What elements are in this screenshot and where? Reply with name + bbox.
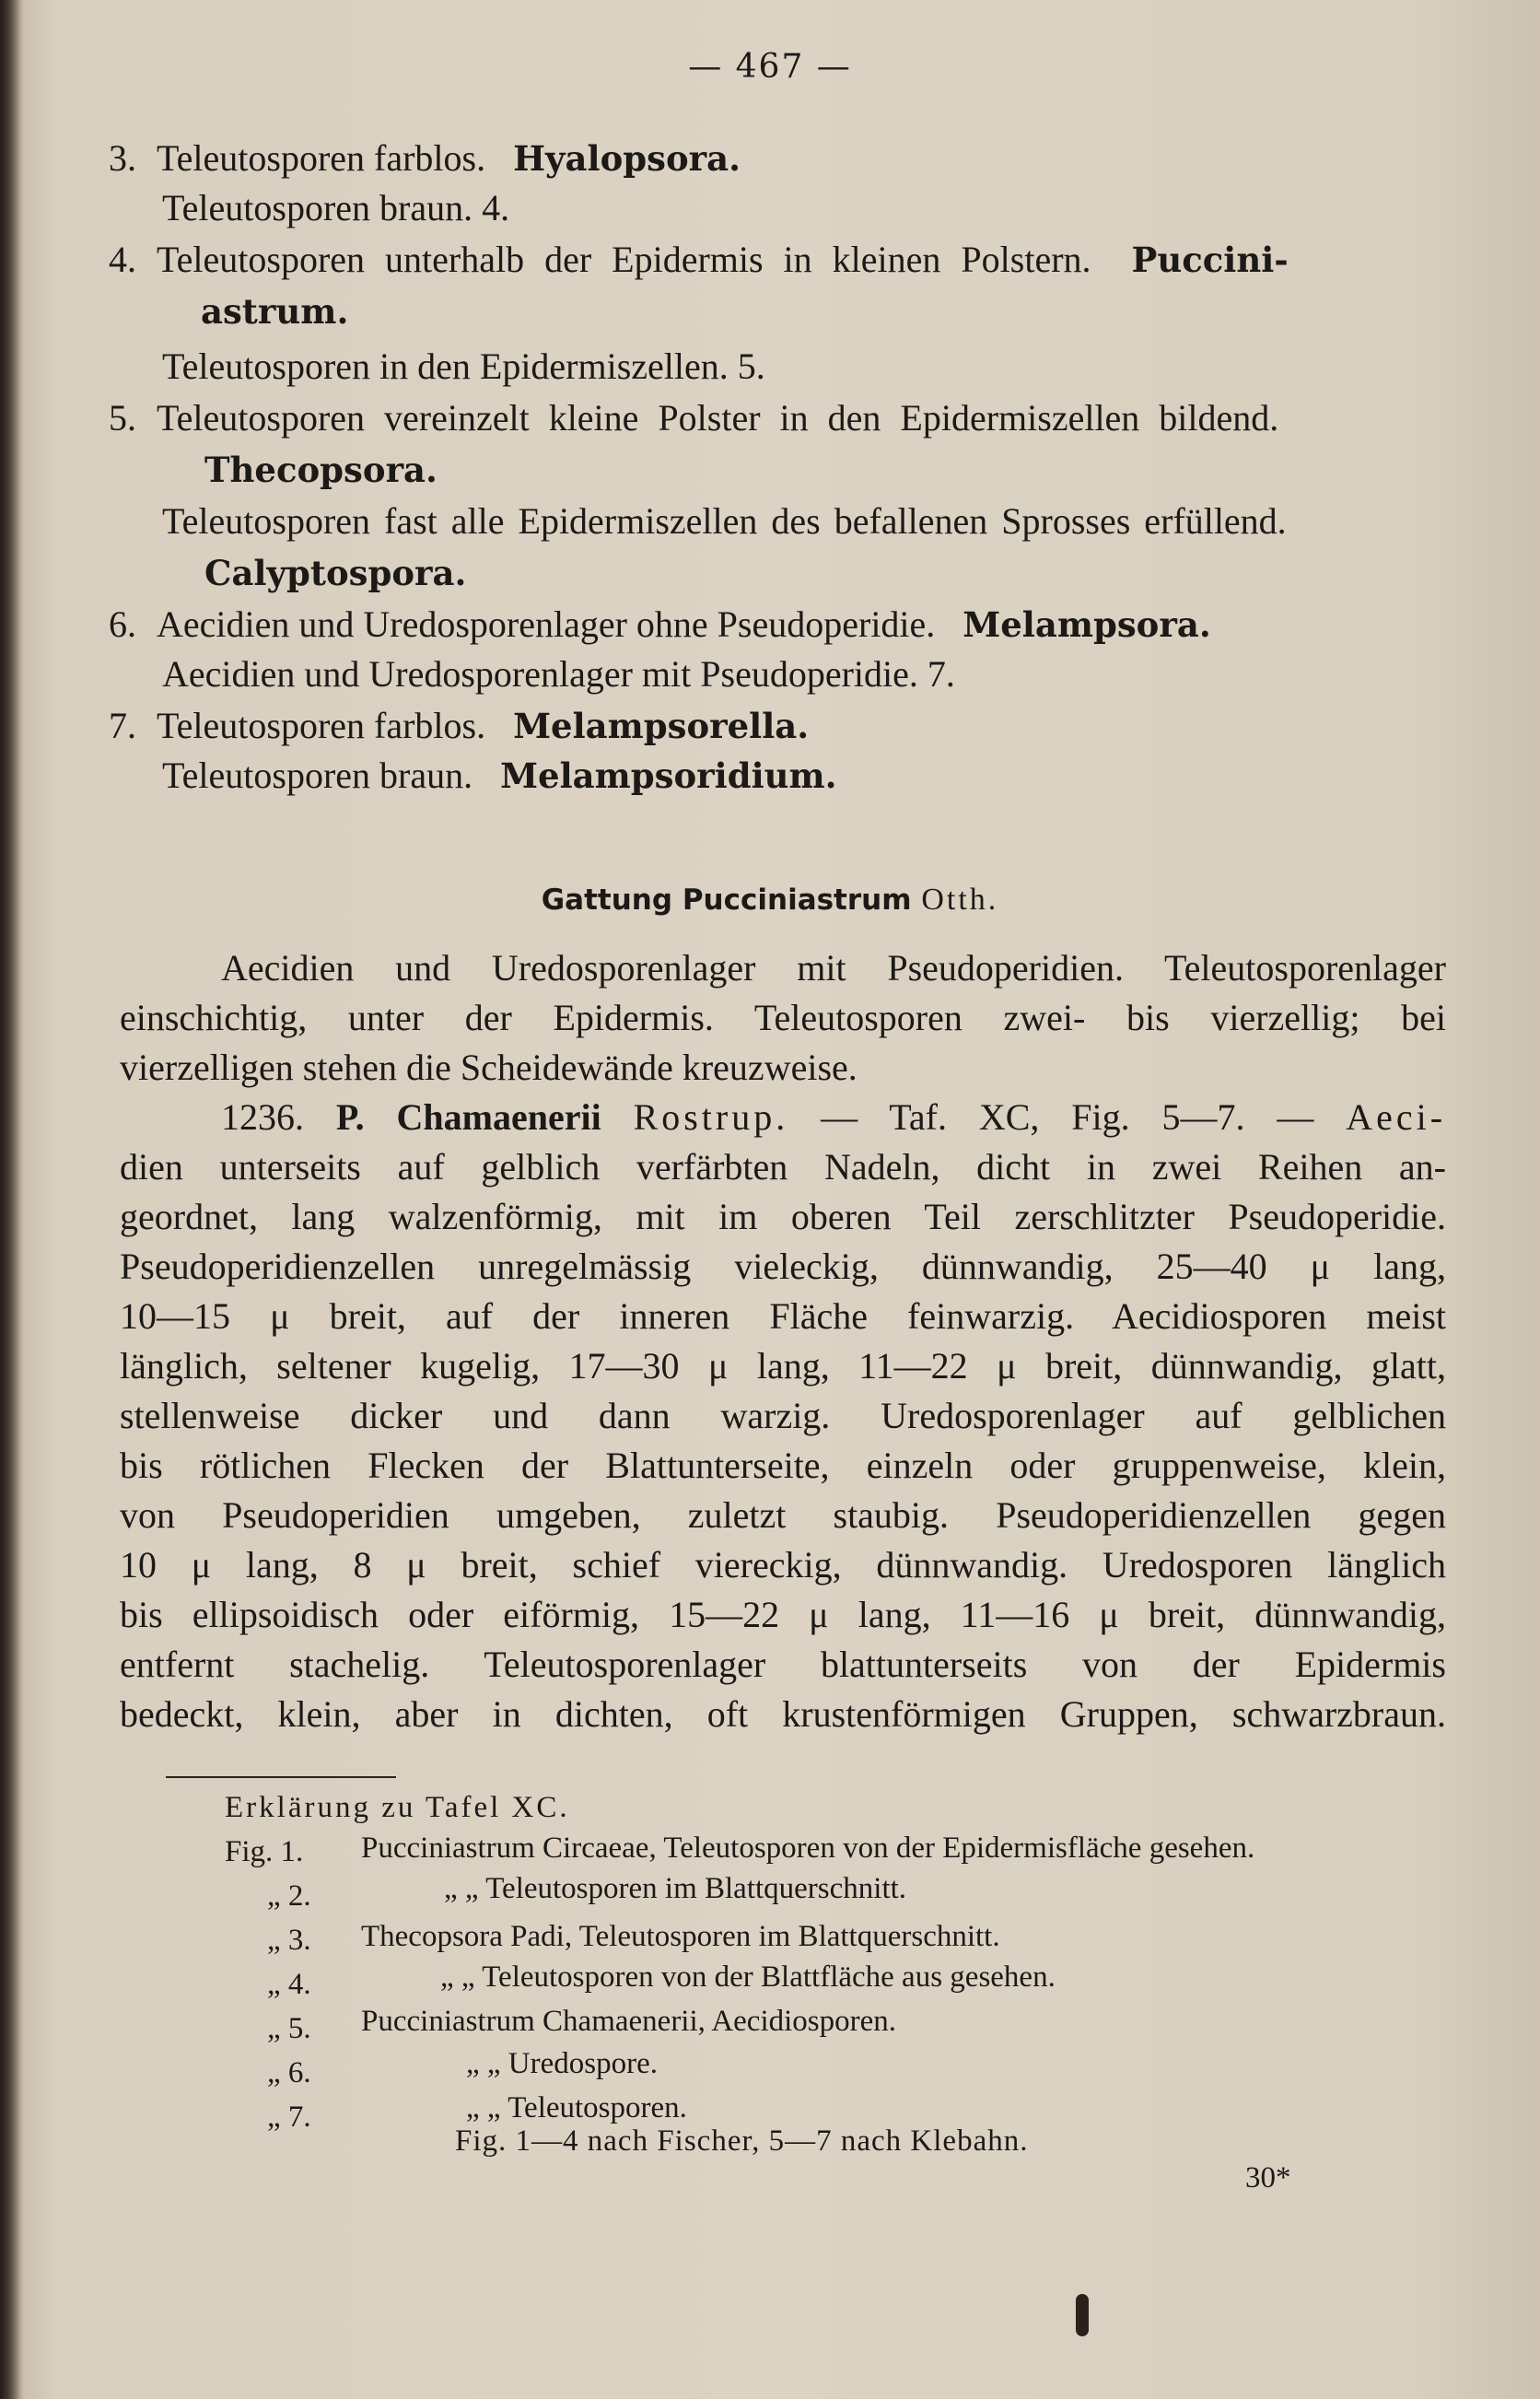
key-line [162,650,955,698]
key-text: Teleutosporen in den Epidermiszellen. 5. [162,345,765,387]
species-description [120,1093,1446,1739]
text-line: länglich, seltener kugelig, 17—30 μ lang, 11—22 μ breit, dünnwandig, glatt, [120,1345,1446,1387]
figure-caption: „ „ Teleutosporen. [466,2091,687,2124]
key-text: Teleutosporen farblos. [157,705,486,746]
figure-number: „ 6. [267,2056,311,2089]
key-line [201,287,348,335]
species-number: 1236. [221,1096,304,1138]
footnote-rule [166,1776,396,1778]
key-number: 3. [109,137,136,179]
key-number: 7. [109,705,136,746]
key-line [204,549,466,597]
figure-caption: Pucciniastrum Circaeae, Teleutosporen von der Epidermisfläche gesehen. [361,1831,1255,1865]
key-line [109,135,741,182]
key-line [204,446,438,494]
signature-mark: 30* [1245,2161,1291,2194]
text-line: bedeckt, klein, aber in dichten, oft krustenförmigen Gruppen, schwarzbraun. [120,1693,1446,1735]
figure-caption: Thecopsora Padi, Teleutosporen im Blattquerschnitt. [361,1920,1000,1953]
key-number: 4. [109,239,136,280]
genus-author: Otth. [921,883,999,917]
text-line: 10 μ lang, 8 μ breit, schief viereckig, dünnwandig. Uredosporen länglich [120,1544,1446,1586]
figure-number: „ 2. [267,1879,311,1913]
species-first-line [120,1093,1446,1142]
key-genus: Hyalopsora. [513,138,741,179]
figure-number: „ 5. [267,2012,311,2045]
figure-number: „ 4. [267,1968,311,2001]
text-line: stellenweise dicker und dann warzig. Uredosporenlager auf gelblichen [120,1395,1446,1436]
figure-caption: „ „ Teleutosporen im Blattquerschnitt. [444,1872,907,1905]
species-author: Rostrup. [633,1096,789,1138]
figure-caption: Pucciniastrum Chamaenerii, Aecidiosporen. [361,2005,897,2038]
key-text: Teleutosporen fast alle Epidermiszellen des befallenen Sprosses erfüllend. [162,500,1287,542]
figure-caption: „ „ Uredospore. [466,2047,658,2080]
figure-number: „ 7. [267,2101,311,2134]
key-line [162,343,765,391]
key-text: Teleutosporen unterhalb der Epidermis in kleinen Polstern. [157,239,1091,280]
text-line: 10—15 μ breit, auf der inneren Fläche feinwarzig. Aecidiosporen meist [120,1295,1446,1337]
key-line [162,184,509,232]
footnote-title: Erklärung zu Tafel XC. [225,1791,570,1824]
text-line: einschichtig, unter der Epidermis. Teleutosporen zwei- bis vierzellig; bei [120,997,1446,1038]
key-number: 6. [109,603,136,645]
genus-name: Gattung Pucciniastrum [541,884,912,917]
text-line: von Pseudoperidien umgeben, zuletzt staubig. Pseudoperidienzellen gegen [120,1494,1446,1536]
key-text: Teleutosporen farblos. [157,137,486,179]
key-line [162,497,1287,545]
key-genus: Melampsorella. [513,706,810,746]
key-line [109,236,1289,284]
text-fragment: Aeci- [1346,1096,1447,1138]
key-text: Teleutosporen braun. 4. [162,187,510,228]
plate-reference: — Taf. XC, Fig. 5—7. — [821,1096,1314,1138]
key-genus: Thecopsora. [204,450,438,490]
genus-description [120,943,1446,1093]
ink-blot [1076,2294,1089,2336]
figure-caption: „ „ Teleutosporen von der Blattfläche aus gesehen. [440,1960,1056,1994]
text-line: geordnet, lang walzenförmig, mit im oberen Teil zerschlitzter Pseudoperidie. [120,1196,1446,1237]
key-genus: Melampsoridium. [500,755,837,796]
text-line: Aecidien und Uredosporenlager mit Pseudoperidien. Teleutosporenlager [221,947,1446,989]
key-text: Aecidien und Uredosporenlager ohne Pseudoperidie. [157,603,936,645]
key-genus: astrum. [201,291,349,332]
figure-source: Fig. 1—4 nach Fischer, 5—7 nach Klebahn. [455,2124,1029,2158]
key-line [162,752,837,800]
figure-number: „ 3. [267,1924,311,1957]
key-line [109,702,809,750]
key-text: Teleutosporen vereinzelt kleine Polster in den Epidermiszellen bildend. [157,397,1279,439]
key-genus: Puccini- [1131,240,1289,280]
text-line: bis rötlichen Flecken der Blattunterseite, einzeln oder gruppenweise, klein, [120,1445,1446,1486]
key-text: Aecidien und Uredosporenlager mit Pseudoperidie. 7. [162,653,955,695]
key-line [109,601,1211,649]
genus-heading [0,883,1540,918]
binding-shadow [0,0,20,2399]
species-name: P. Chamaenerii [335,1096,601,1138]
text-line: entfernt stachelig. Teleutosporenlager blattunterseits von der Epidermis [120,1644,1446,1685]
text-line: Pseudoperidienzellen unregelmässig vieleckig, dünnwandig, 25—40 μ lang, [120,1246,1446,1287]
key-line [109,394,1278,442]
text-line: dien unterseits auf gelblich verfärbten Nadeln, dicht in zwei Reihen an- [120,1146,1446,1188]
text-line: vierzelligen stehen die Scheidewände kreuzweise. [120,1047,858,1088]
figure-number: Fig. 1. [225,1835,304,1868]
key-text: Teleutosporen braun. [162,755,473,796]
text-line: bis ellipsoidisch oder eiförmig, 15—22 μ lang, 11—16 μ breit, dünnwandig, [120,1594,1446,1635]
page-number: — 467 — [688,48,852,86]
key-genus: Calyptospora. [204,553,467,593]
key-number: 5. [109,397,136,439]
key-genus: Melampsora. [962,604,1211,645]
